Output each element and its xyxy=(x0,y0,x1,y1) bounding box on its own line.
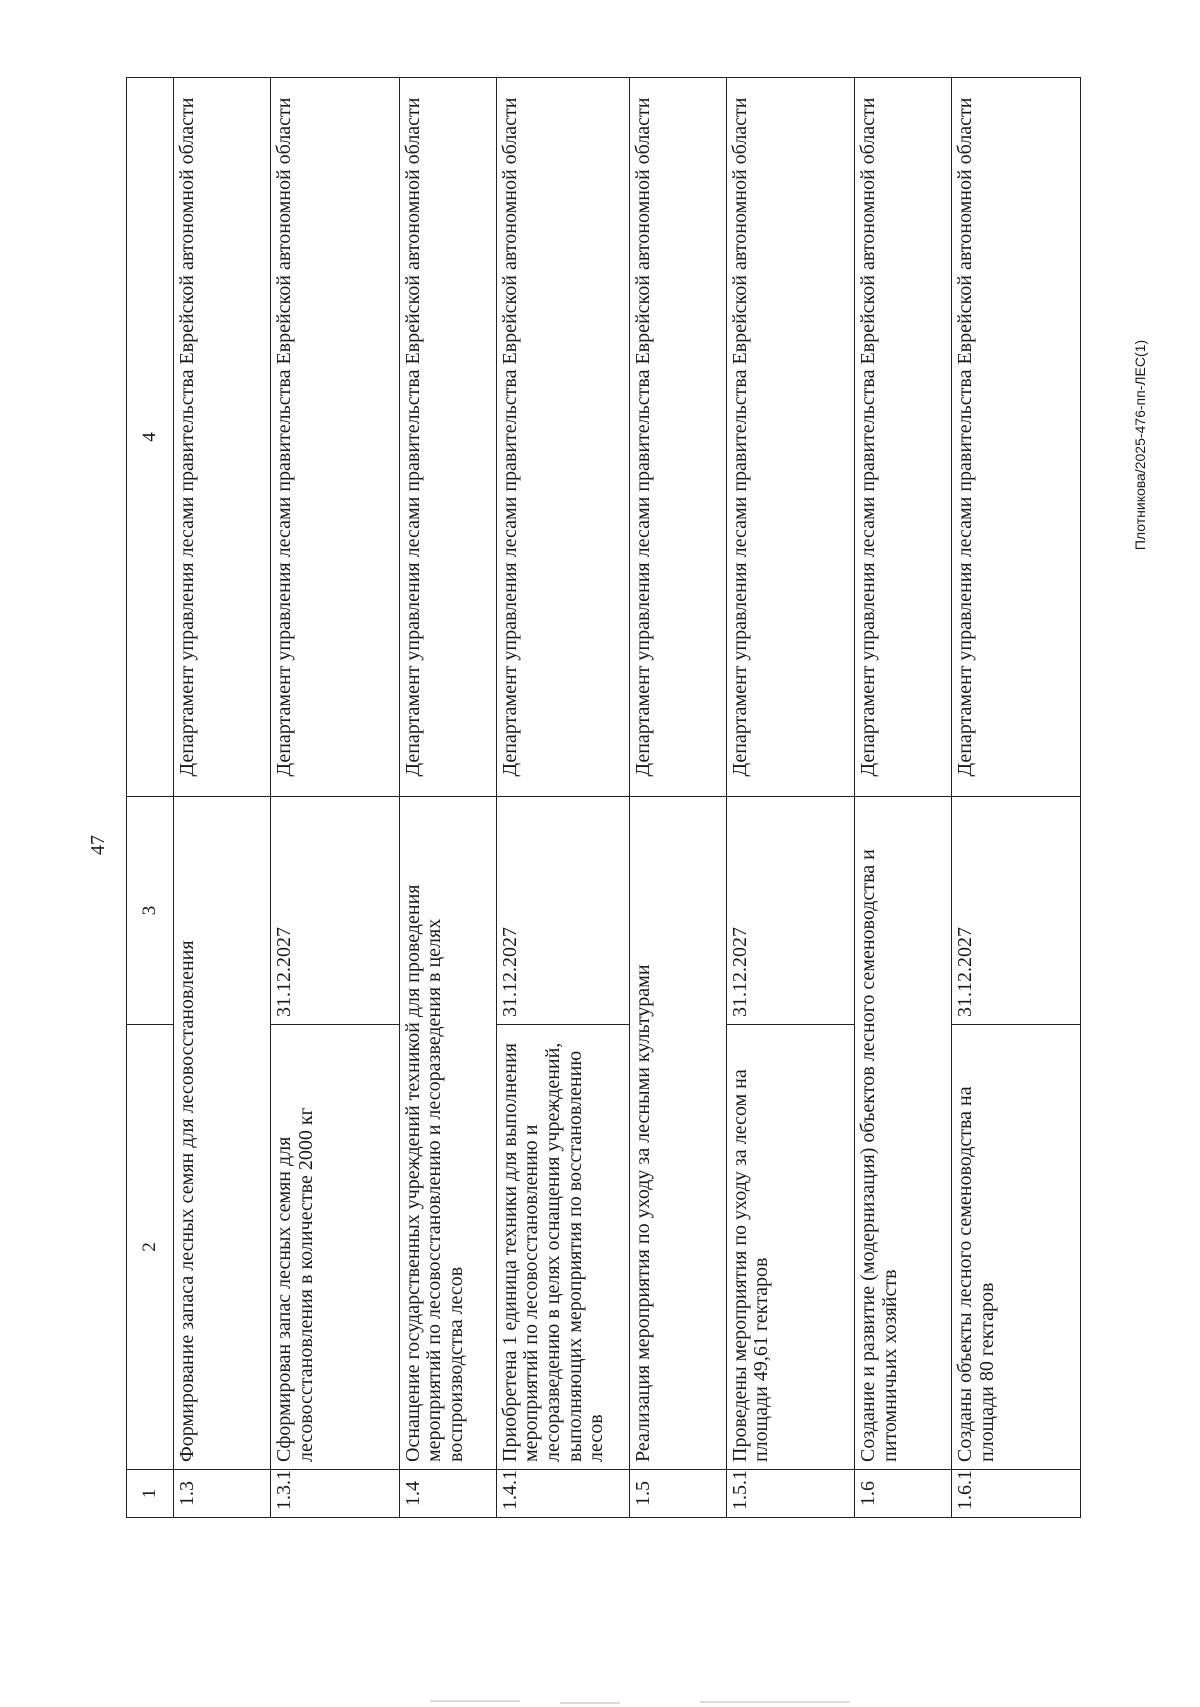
row-department: Департамент управления лесами правительства Еврейской автономной области xyxy=(271,78,400,797)
row-description: Создание и развитие (модернизация) объектов лесного семеноводства и питомничьих хозяйств xyxy=(855,797,952,1470)
row-number: 1.4.1 xyxy=(496,1470,629,1518)
row-department: Департамент управления лесами правительства Еврейской автономной области xyxy=(726,78,855,797)
row-date: 31.12.2027 xyxy=(496,797,629,1025)
row-description: Приобретена 1 единица техники для выполнения мероприятий по лесовосстановлению и лесоразведению в целях оснащения учреждений, выполняющих мероприятия по восстановлению лесов xyxy=(496,1025,629,1470)
page-number: 47 xyxy=(87,835,109,855)
scan-artifact xyxy=(700,1701,850,1703)
row-description: Сформирован запас лесных семян для лесовосстановления в количестве 2000 кг xyxy=(271,1025,400,1470)
row-number: 1.6 xyxy=(855,1470,952,1518)
table-row-item xyxy=(952,78,1081,1518)
table-header-row xyxy=(127,78,174,1518)
table-row-section xyxy=(399,78,496,1518)
row-number: 1.3.1 xyxy=(271,1470,400,1518)
table-row-section xyxy=(855,78,952,1518)
row-description: Проведены мероприятия по уходу за лесом на площади 49,61 гектаров xyxy=(726,1025,855,1470)
rotated-table-frame xyxy=(126,78,1081,1518)
row-department: Департамент управления лесами правительства Еврейской автономной области xyxy=(629,78,726,797)
row-number: 1.5 xyxy=(629,1470,726,1518)
row-number: 1.4 xyxy=(399,1470,496,1518)
table-row-item xyxy=(496,78,629,1518)
row-number: 1.5.1 xyxy=(726,1470,855,1518)
row-date: 31.12.2027 xyxy=(726,797,855,1025)
row-date: 31.12.2027 xyxy=(952,797,1081,1025)
row-description: Формирование запаса лесных семян для лесовосстановления xyxy=(174,797,271,1470)
scan-artifact xyxy=(430,1700,520,1702)
header-col-1: 1 xyxy=(127,1470,174,1518)
row-date: 31.12.2027 xyxy=(271,797,400,1025)
table-row-item xyxy=(271,78,400,1518)
row-number: 1.6.1 xyxy=(952,1470,1081,1518)
header-col-3: 3 xyxy=(127,797,174,1025)
scan-artifact xyxy=(560,1702,620,1704)
table-container xyxy=(126,78,1081,1518)
table-row-item xyxy=(726,78,855,1518)
row-department: Департамент управления лесами правительства Еврейской автономной области xyxy=(952,78,1081,797)
row-department: Департамент управления лесами правительства Еврейской автономной области xyxy=(399,78,496,797)
row-description: Реализация мероприятия по уходу за лесными культурами xyxy=(629,797,726,1470)
measures-table xyxy=(126,77,1081,1518)
row-department: Департамент управления лесами правительства Еврейской автономной области xyxy=(174,78,271,797)
header-col-4: 4 xyxy=(127,78,174,797)
row-description: Оснащение государственных учреждений техникой для проведения мероприятий по лесовосстановлению и лесоразведения в целях воспроизводства лесов xyxy=(399,797,496,1470)
document-reference: Плотникова/2025-476-пп-ЛЕС(1) xyxy=(1132,339,1148,551)
row-department: Департамент управления лесами правительства Еврейской автономной области xyxy=(855,78,952,797)
header-col-2: 2 xyxy=(127,1025,174,1470)
row-description: Созданы объекты лесного семеноводства на площади 80 гектаров xyxy=(952,1025,1081,1470)
row-number: 1.3 xyxy=(174,1470,271,1518)
row-department: Департамент управления лесами правительства Еврейской автономной области xyxy=(496,78,629,797)
table-row-section xyxy=(629,78,726,1518)
table-row-section xyxy=(174,78,271,1518)
